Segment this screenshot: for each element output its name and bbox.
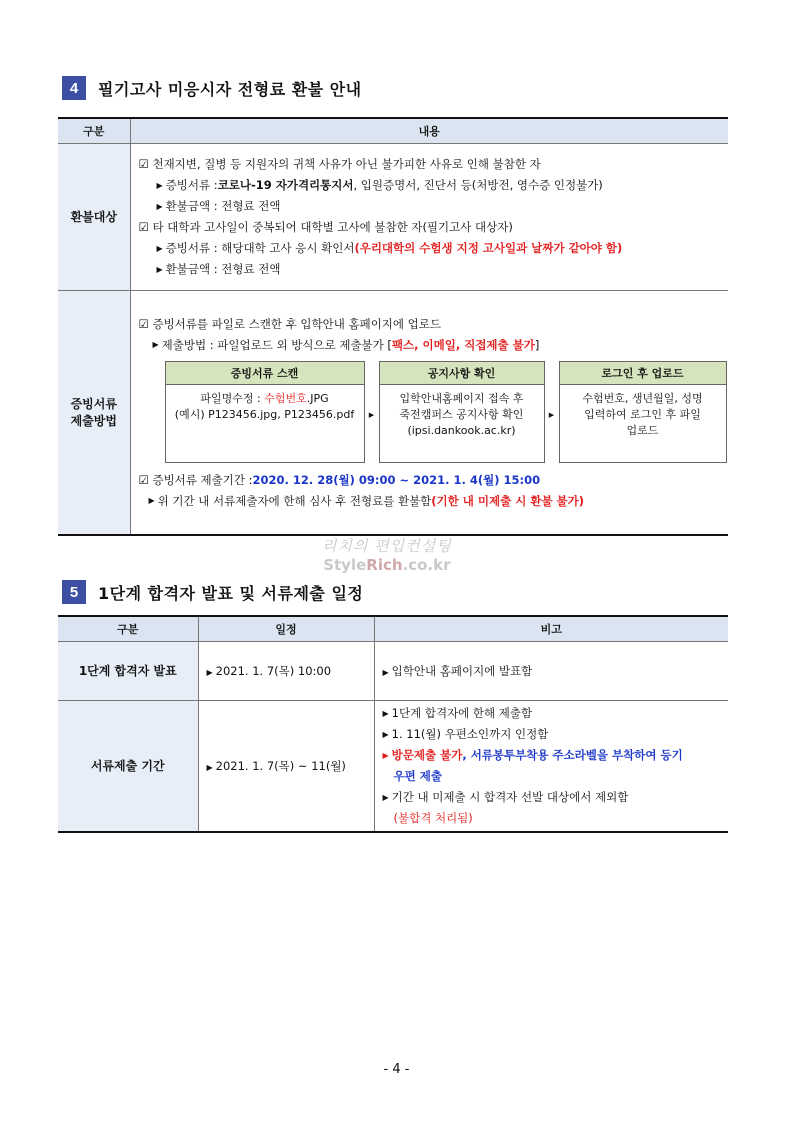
section-4-number-badge: 4	[62, 76, 86, 100]
section-5-heading: 1단계 합격자 발표 및 서류제출 일정	[98, 583, 364, 603]
header-schedule: 일정	[198, 616, 374, 641]
flow-step-scan: 증빙서류 스캔 파일명수정 : 수험번호.JPG (예시) P123456.jpg, P123456.pdf	[165, 361, 365, 463]
header-content: 내용	[130, 118, 728, 143]
triangle-bullet-icon: ▶	[148, 496, 155, 506]
document-period-notes: ▶ 1단계 합격자에 한해 제출함 ▶ 1. 11(월) 우편소인까지 인정함 ▶ 방문제출 불가 , 서류봉투부착용 주소라벨을 부착하여 등기 우편 제출 ▶ 기간 내 미제출 시 합격자 선발 대상에서 제외함 (불합격 처리됨)	[374, 700, 728, 832]
document-period-label: 서류제출 기간	[58, 700, 198, 832]
triangle-bullet-icon: ▶	[156, 180, 163, 190]
header-category: 구분	[58, 118, 130, 143]
triangle-bullet-icon: ▶	[382, 792, 389, 802]
flow-step-upload: 로그인 후 업로드 수험번호, 생년월일, 성명 입력하여 로그인 후 파일 업로드	[559, 361, 727, 463]
submission-refund-line: ▶ 위 기간 내 서류제출자에 한해 심사 후 전형료를 환불함 (기한 내 미제출 시 환불 불가)	[148, 493, 585, 508]
triangle-bullet-icon: ▶	[382, 729, 389, 739]
refund-target-line6: ▶ 환불금액 : 전형료 전액	[156, 262, 281, 276]
submission-method-content	[130, 290, 728, 535]
section-5-title	[62, 580, 363, 604]
refund-target-content	[130, 143, 728, 290]
triangle-bullet-icon: ▶	[156, 264, 163, 274]
section-4-heading: 필기고사 미응시자 전형료 환불 안내	[98, 79, 362, 99]
refund-target-line1: ☑ 천재지변, 질병 등 지원자의 귀책 사유가 아닌 불가피한 사유로 인해 불참한 자	[138, 157, 541, 171]
triangle-bullet-icon: ▶	[382, 667, 389, 677]
header-category: 구분	[58, 616, 198, 641]
triangle-bullet-icon: ▶	[206, 667, 213, 677]
submission-line1: ☑ 증빙서류를 파일로 스캔한 후 입학안내 홈페이지에 업로드	[138, 316, 442, 331]
triangle-bullet-icon: ▶	[152, 340, 159, 350]
section-4-title	[62, 76, 362, 100]
refund-target-line3: ▶ 환불금액 : 전형료 전액	[156, 199, 281, 213]
submission-line2: ▶ 제출방법 : 파일업로드 외 방식으로 제출불가 [ 팩스, 이메일, 직접제출 불가 ]	[152, 337, 540, 352]
section-5-number-badge: 5	[62, 580, 86, 604]
submission-flow	[165, 361, 729, 463]
submission-period-line: ☑ 증빙서류 제출기간 : 2020. 12. 28(월) 09:00 ~ 2021. 1. 4(월) 15:00	[138, 472, 541, 487]
triangle-bullet-icon: ▶	[156, 243, 163, 253]
arrow-right-icon: ▶	[548, 411, 555, 420]
refund-table	[58, 117, 728, 536]
document-period-date: ▶ 2021. 1. 7(목) ~ 11(월)	[198, 700, 374, 832]
announcement-label: 1단계 합격자 발표	[58, 641, 198, 700]
arrow-right-icon: ▶	[368, 411, 375, 420]
refund-target-line5: ▶ 증빙서류 : 해당대학 고사 응시 확인서 (우리대학의 수험생 지정 고사일과 날짜가 같아야 함)	[156, 241, 623, 255]
refund-target-line2: ▶ 증빙서류 : 코로나-19 자가격리통지서 , 입원증명서, 진단서 등(처방전, 영수증 인정불가)	[156, 178, 603, 192]
submission-method-label: 증빙서류 제출방법	[58, 290, 130, 535]
announcement-note: ▶ 입학안내 홈페이지에 발표함	[374, 641, 728, 700]
header-remarks: 비고	[374, 616, 728, 641]
triangle-bullet-icon: ▶	[382, 750, 389, 760]
flow-step-notice: 공지사항 확인 입학안내홈페이지 접속 후 죽전캠퍼스 공지사항 확인 (ipsi.dankook.ac.kr)	[379, 361, 545, 463]
watermark: 리치의 편입컨설팅 StyleRich.co.kr	[322, 537, 452, 574]
announcement-date: ▶ 2021. 1. 7(목) 10:00	[198, 641, 374, 700]
schedule-table	[58, 615, 728, 833]
page-number: - 4 -	[383, 1062, 410, 1077]
refund-target-label: 환불대상	[58, 143, 130, 290]
triangle-bullet-icon: ▶	[206, 762, 213, 772]
triangle-bullet-icon: ▶	[382, 708, 389, 718]
triangle-bullet-icon: ▶	[156, 201, 163, 211]
refund-target-line4: ☑ 타 대학과 고사일이 중복되어 대학별 고사에 불참한 자(필기고사 대상자)	[138, 220, 513, 234]
